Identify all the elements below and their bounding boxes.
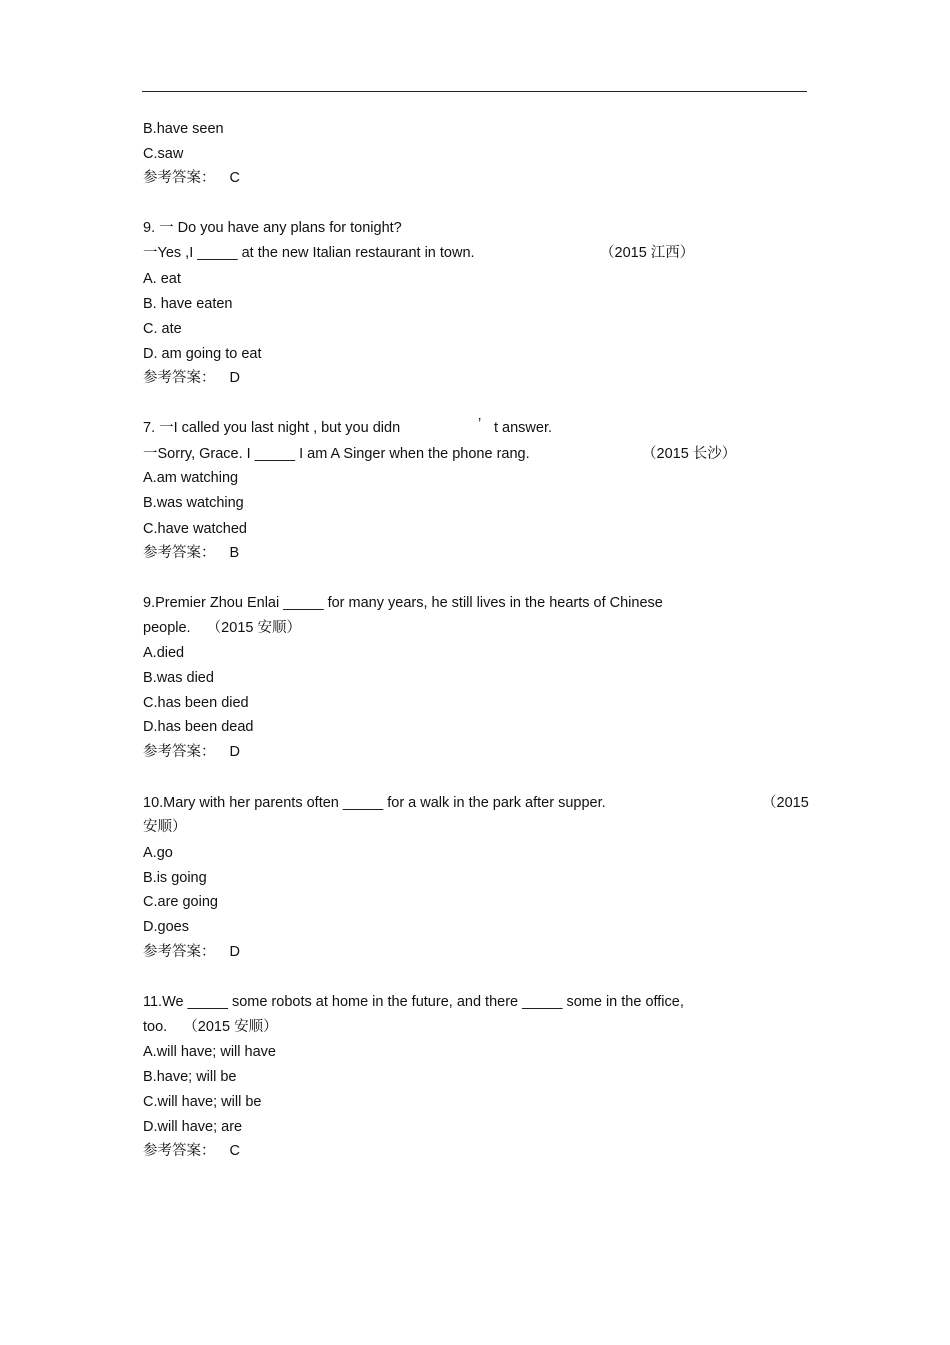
apostrophe: ’ — [478, 416, 482, 432]
question-stem-end: t answer. — [494, 420, 553, 436]
question-source-cont: 安顺） — [143, 819, 187, 835]
option-c: C.have watched — [143, 521, 247, 537]
answer-label: 参考答案： — [143, 744, 216, 760]
option-b: B.have; will be — [143, 1069, 237, 1085]
header-rule — [142, 91, 807, 92]
answer-row — [143, 743, 240, 761]
answer-row — [143, 1142, 240, 1160]
option-a: A.am watching — [143, 470, 239, 486]
option-b: B.was died — [143, 670, 214, 686]
answer-label: 参考答案： — [143, 944, 216, 960]
option-c: C.has been died — [143, 695, 249, 711]
option-d: D.has been dead — [143, 719, 254, 735]
question-stem: 11.We _____ some robots at home in the future, and there _____ some in the office, — [143, 994, 684, 1010]
option-a: A.go — [143, 845, 173, 861]
option-d: D. am going to eat — [143, 346, 262, 362]
option-d: D.goes — [143, 919, 189, 935]
option-d: D.will have; are — [143, 1119, 243, 1135]
option-a: A.died — [143, 645, 185, 661]
option-b: B.have seen — [143, 121, 224, 137]
question-source: （2015 长沙） — [642, 446, 737, 462]
answer-value: C — [229, 1143, 240, 1159]
question-stem: 9. 一 Do you have any plans for tonight? — [143, 220, 402, 236]
question-stem: 9.Premier Zhou Enlai _____ for many years, he still lives in the hearts of Chinese — [143, 595, 663, 611]
question-stem: 10.Mary with her parents often _____ for a walk in the park after supper. — [143, 795, 606, 811]
answer-label: 参考答案： — [143, 1143, 216, 1159]
option-c: C.saw — [143, 146, 184, 162]
question-source: （2015 江西） — [600, 245, 695, 261]
question-source: （2015 — [762, 795, 809, 811]
option-b: B.is going — [143, 870, 207, 886]
question-stem-line2: people. （2015 安顺） — [143, 620, 301, 636]
answer-row — [143, 544, 239, 562]
answer-value: B — [229, 545, 240, 561]
option-b: B. have eaten — [143, 296, 233, 312]
answer-row — [143, 169, 240, 187]
option-c: C.are going — [143, 894, 218, 910]
option-c: C. ate — [143, 321, 182, 337]
answer-label: 参考答案： — [143, 370, 216, 386]
question-stem-line2: too. （2015 安顺） — [143, 1019, 278, 1035]
option-a: A.will have; will have — [143, 1044, 276, 1060]
option-c: C.will have; will be — [143, 1094, 262, 1110]
answer-label: 参考答案： — [143, 545, 216, 561]
answer-value: C — [229, 170, 240, 186]
answer-value: D — [229, 744, 240, 760]
option-a: A. eat — [143, 271, 181, 287]
answer-row — [143, 369, 240, 387]
question-stem-line2: 一Sorry, Grace. I _____ I am A Singer when the phone rang. — [143, 446, 530, 462]
option-b: B.was watching — [143, 495, 244, 511]
question-stem-line2: 一Yes ,I _____ at the new Italian restaurant in town. — [143, 245, 475, 261]
answer-value: D — [229, 944, 240, 960]
answer-value: D — [229, 370, 240, 386]
answer-row — [143, 943, 240, 961]
answer-label: 参考答案： — [143, 170, 216, 186]
question-stem: 7. 一I called you last night , but you didn — [143, 420, 401, 436]
